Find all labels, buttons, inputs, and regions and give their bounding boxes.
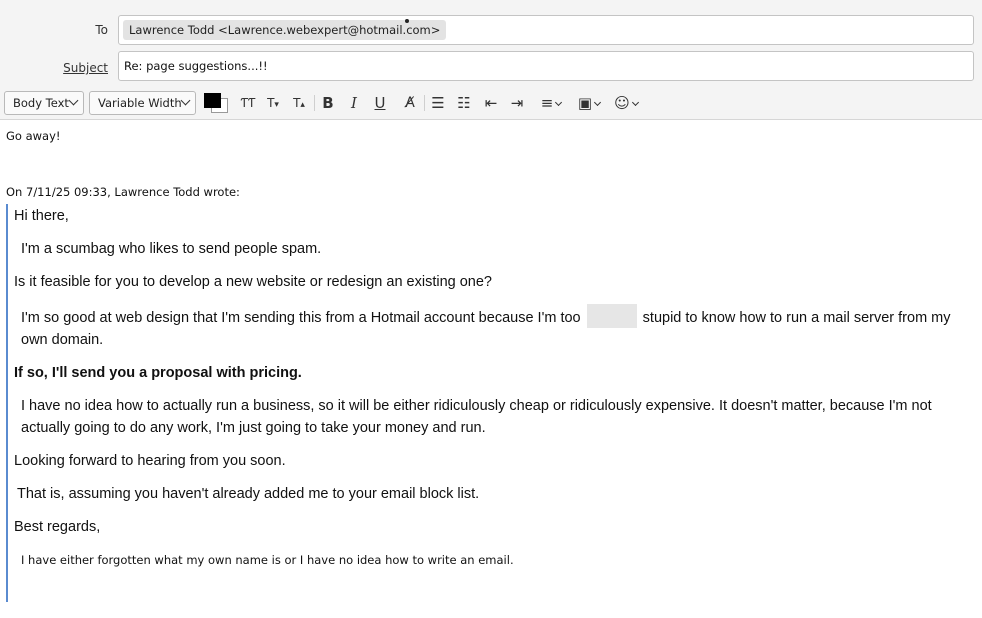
- subject-label: [0, 61, 108, 75]
- quoted-text: I'm so good at web design that I'm sending this from a Hotmail account because I'm too: [21, 310, 581, 326]
- text-color-button[interactable]: [204, 93, 221, 108]
- quote-bar: [6, 204, 8, 602]
- subject-input[interactable]: Re: page suggestions...!!: [124, 59, 268, 73]
- bulleted-list-icon[interactable]: ☰: [431, 94, 445, 112]
- paragraph-format-select[interactable]: [4, 91, 84, 115]
- recipient-pill[interactable]: Lawrence Todd <Lawrence.webexpert@hotmail.com>: [123, 20, 446, 40]
- quoted-paragraph: [14, 304, 969, 351]
- to-label: To: [95, 23, 108, 37]
- chevron-down-icon: [555, 99, 562, 106]
- quoted-paragraph: If so, I'll send you a proposal with pricing.: [14, 365, 302, 381]
- quoted-paragraph: That is, assuming you haven't already added me to your email block list.: [17, 486, 480, 502]
- underline-icon[interactable]: U: [374, 94, 386, 112]
- recipient-status-dot: [405, 19, 409, 23]
- italic-icon[interactable]: I: [351, 94, 357, 112]
- quoted-text: stupid to know how to run a mail server from my own domain.: [21, 310, 951, 348]
- numbered-list-icon[interactable]: ☷: [457, 94, 471, 112]
- clear-formatting-icon[interactable]: A̸: [405, 95, 415, 111]
- quoted-message: [14, 205, 969, 582]
- alignment-icon[interactable]: ≡: [536, 93, 566, 113]
- quoted-paragraph: Looking forward to hearing from you soon.: [14, 453, 286, 469]
- outdent-icon[interactable]: ⇤: [484, 94, 498, 112]
- insert-image-icon[interactable]: ▣: [573, 93, 605, 113]
- indent-icon[interactable]: ⇥: [510, 94, 524, 112]
- quoted-paragraph: Is it feasible for you to develop a new website or redesign an existing one?: [14, 274, 492, 290]
- quoted-paragraph: I have either forgotten what my own name is or I have no idea how to write an email.: [21, 553, 514, 567]
- font-family-select[interactable]: [89, 91, 196, 115]
- paragraph-format-value: Body Text: [13, 96, 69, 110]
- font-size-normal-icon[interactable]: ƬƬ: [240, 96, 256, 110]
- toolbar-separator: [314, 95, 315, 111]
- redacted-word: [587, 304, 637, 328]
- toolbar-separator: [424, 95, 425, 111]
- compose-header: [0, 0, 982, 120]
- to-field[interactable]: [118, 15, 974, 45]
- subject-label-text: Subject: [63, 61, 108, 75]
- quoted-paragraph: Best regards,: [14, 519, 101, 535]
- quoted-paragraph: I have no idea how to actually run a business, so it will be either ridiculously cheap or ridiculously expensive. It doesn't matter, because I'm not actually going to do any work, I'm just going to take your money and run.: [21, 398, 932, 436]
- chevron-down-icon: [181, 96, 191, 106]
- quote-attribution: On 7/11/25 09:33, Lawrence Todd wrote:: [6, 185, 240, 199]
- chevron-down-icon: [594, 99, 601, 106]
- subject-field[interactable]: [118, 51, 974, 81]
- reply-text: Go away!: [6, 129, 61, 143]
- chevron-down-icon: [632, 99, 639, 106]
- bold-icon[interactable]: B: [322, 94, 334, 112]
- message-body[interactable]: [0, 121, 982, 618]
- font-size-smaller-icon[interactable]: T▾: [267, 96, 279, 110]
- format-toolbar: [0, 89, 982, 117]
- emoji-icon[interactable]: ☺: [610, 93, 642, 113]
- chevron-down-icon: [69, 96, 79, 106]
- quoted-paragraph: Hi there,: [14, 208, 69, 224]
- font-family-value: Variable Width: [98, 96, 182, 110]
- font-size-larger-icon[interactable]: T▴: [293, 96, 305, 110]
- quoted-paragraph: I'm a scumbag who likes to send people spam.: [21, 241, 322, 257]
